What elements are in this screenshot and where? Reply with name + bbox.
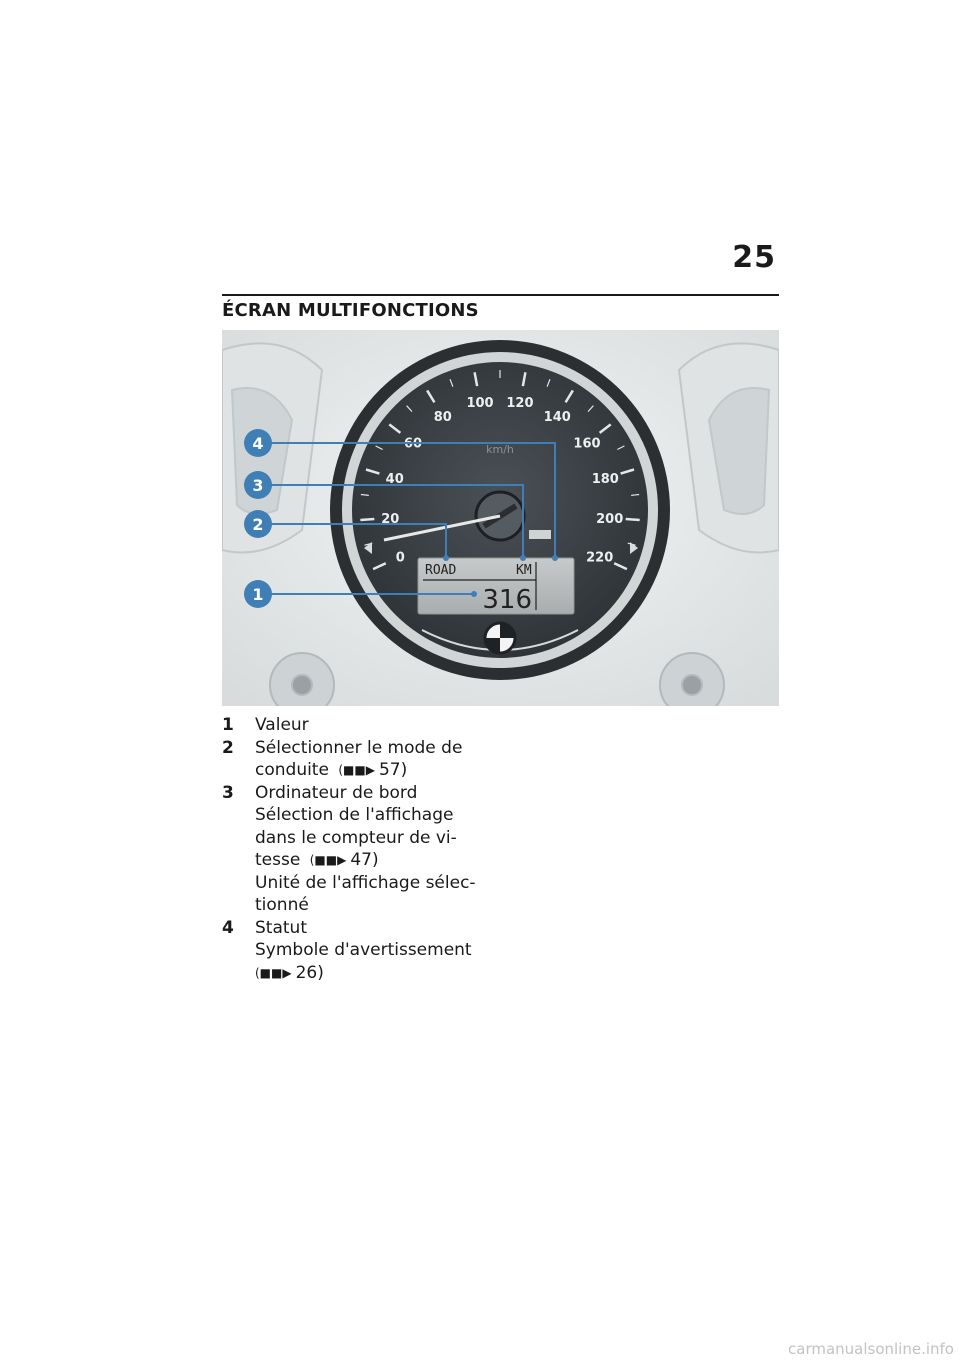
callout-dot	[520, 555, 526, 561]
legend-list	[222, 714, 512, 984]
page-ref-icon: (■■▶	[255, 965, 292, 980]
speed-label: 20	[381, 511, 400, 527]
speed-label: 40	[385, 472, 404, 488]
legend-text: tesse	[255, 850, 301, 870]
page-number: 25	[732, 240, 776, 275]
speed-label: 200	[596, 511, 624, 527]
speed-label: 160	[573, 436, 601, 452]
speedometer-illustration	[222, 330, 779, 706]
speed-label: 60	[403, 436, 423, 452]
lcd-value: 316	[482, 585, 532, 615]
callout-dot	[471, 591, 477, 597]
legend-item-2	[222, 737, 512, 782]
legend-text: Valeur	[255, 715, 309, 735]
legend-text: dans le compteur de vi-	[255, 827, 457, 848]
lcd-mode: ROAD	[425, 563, 457, 578]
speed-label: 220	[586, 550, 614, 566]
legend-number: 4	[222, 917, 234, 938]
section-title: ÉCRAN MULTIFONCTIONS	[222, 300, 479, 321]
legend-text: Unité de l'affichage sélec-	[255, 872, 476, 893]
lcd-unit: KM	[516, 563, 532, 578]
legend-number: 3	[222, 782, 234, 803]
callout-number: 4	[252, 434, 264, 453]
legend-text: Sélectionner le mode de	[255, 737, 463, 758]
page-ref[interactable]: 26)	[295, 962, 324, 983]
speed-label: 140	[543, 410, 571, 426]
callout-number: 3	[252, 476, 264, 495]
legend-text: Ordinateur de bord	[255, 782, 418, 803]
legend-item-3	[222, 782, 512, 917]
speed-tick	[360, 519, 374, 520]
speed-label: 80	[433, 410, 452, 426]
callout-dot	[552, 555, 558, 561]
page-ref-icon: (■■▶	[338, 763, 375, 777]
unit-label: km/h	[486, 443, 514, 456]
header-rule	[222, 294, 779, 296]
speed-label: 180	[591, 472, 619, 488]
callout-number: 2	[252, 515, 264, 534]
legend-item-4	[222, 917, 512, 985]
page-ref[interactable]: 47)	[350, 850, 379, 870]
legend-item-1	[222, 714, 512, 737]
legend-number: 1	[222, 715, 234, 735]
legend-text: conduite	[255, 760, 329, 780]
legend-text: Statut	[255, 917, 307, 938]
legend-text: Symbole d'avertissement	[255, 940, 472, 960]
legend-text: Sélection de l'affichage	[255, 805, 454, 825]
legend-text: tionné	[255, 895, 309, 915]
page-ref[interactable]: 57)	[378, 760, 408, 780]
callout-number: 1	[252, 585, 264, 604]
instrument-figure	[222, 330, 779, 706]
callout-dot	[443, 555, 449, 561]
speed-tick	[626, 519, 640, 520]
watermark[interactable]: carmanualsonline.info	[788, 1340, 954, 1358]
legend-number: 2	[222, 737, 234, 758]
speed-label: 120	[506, 395, 534, 411]
warning-lamp-symbol	[529, 530, 551, 539]
speed-label: 0	[395, 550, 405, 566]
speed-label: 100	[466, 395, 494, 411]
page-ref-icon: (■■▶	[309, 853, 347, 867]
